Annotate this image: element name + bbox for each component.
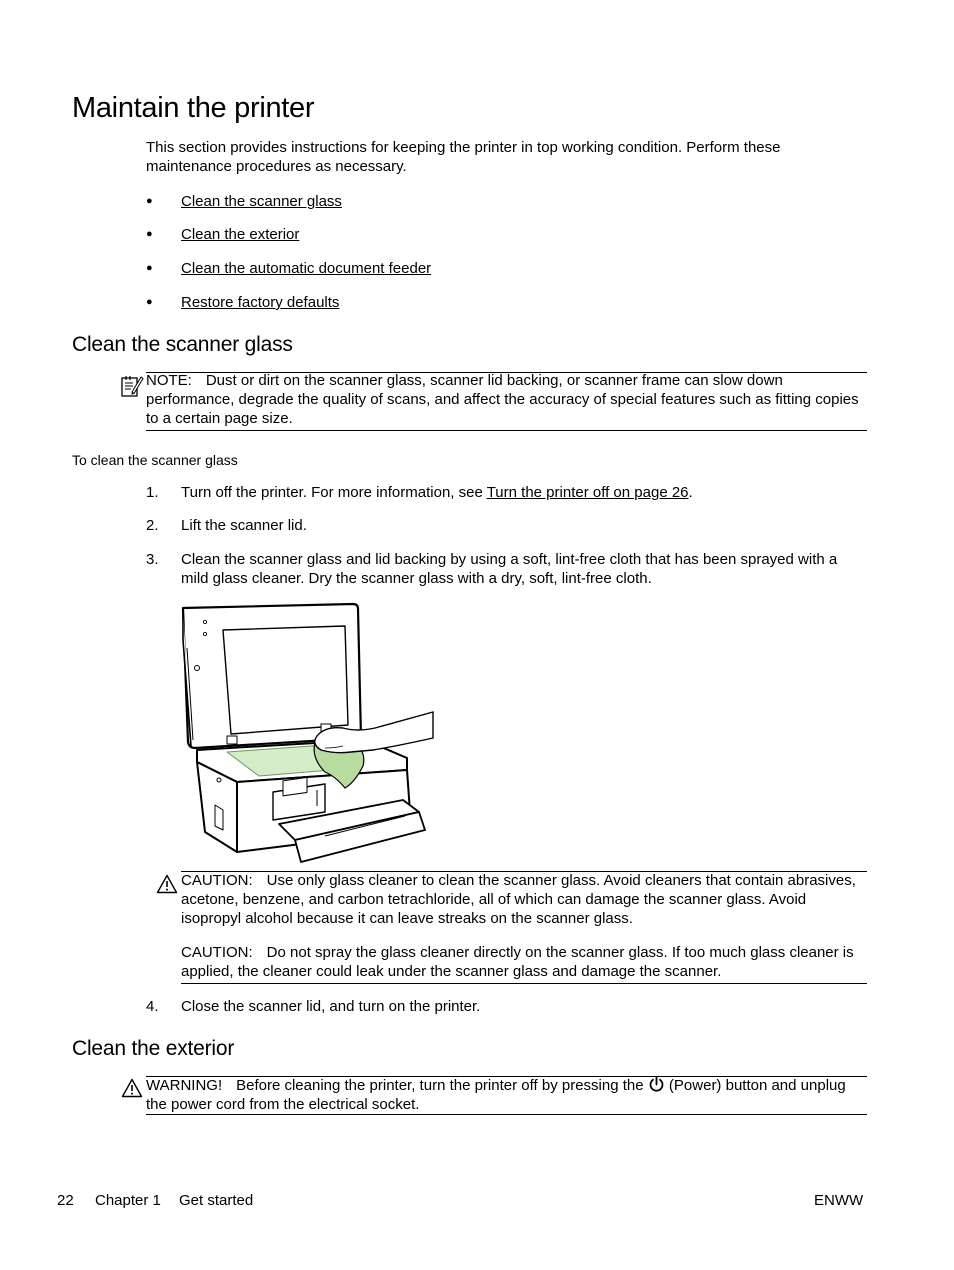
footer-page-number: 22 [57,1192,74,1209]
step-2-text: Lift the scanner lid. [181,517,307,534]
link-restore-defaults[interactable]: Restore factory defaults [181,294,340,311]
step-1-text [181,483,867,502]
bullet-dot: ● [146,296,153,308]
warning-text-after: (Power) button and unplug the power cord from the electrical socket. [146,1077,846,1113]
caution-triangle-icon [156,874,178,894]
step-number: 4. [146,998,159,1015]
caution-2-label: CAUTION: [181,944,253,961]
step-3-text: Clean the scanner glass and lid backing by using a soft, lint-free cloth that has been sprayed with a mild glass cleaner. Dry the scanner glass with a dry, soft, lint-free cloth. [181,551,838,587]
power-icon [648,1076,665,1093]
caution-1-label: CAUTION: [181,872,253,889]
procedure-heading: To clean the scanner glass [72,452,238,468]
bullet-dot: ● [146,195,153,207]
caution-1-block [181,871,867,928]
footer-chapter-title: Get started [179,1192,254,1209]
link-clean-exterior[interactable]: Clean the exterior [181,226,300,243]
warning-bottom-rule [146,1114,867,1115]
link-clean-adf[interactable]: Clean the automatic document feeder [181,260,432,277]
step-1-text-after: . [688,484,693,501]
page-title: Maintain the printer [72,92,315,124]
note-bottom-rule [146,430,867,431]
step-number: 1. [146,484,159,501]
step-number: 2. [146,517,159,534]
note-text-block [146,371,867,428]
warning-block [146,1076,867,1114]
note-icon [120,374,144,398]
link-clean-scanner-glass[interactable]: Clean the scanner glass [181,193,342,210]
intro-paragraph: This section provides instructions for keeping the printer in top working condition. Perform these maintenance procedures as necessary. [146,139,781,175]
section-heading-scanner-glass: Clean the scanner glass [72,333,293,356]
footer-right-label: ENWW [814,1192,864,1209]
section-heading-exterior: Clean the exterior [72,1037,235,1060]
warning-text-before: Before cleaning the printer, turn the printer off by pressing the [236,1077,644,1094]
link-turn-printer-off[interactable]: Turn the printer off on page 26 [486,484,689,501]
step-1-text-before: Turn off the printer. For more information, see [181,484,487,501]
bullet-dot: ● [146,228,153,240]
bullet-dot: ● [146,262,153,274]
step-4-text: Close the scanner lid, and turn on the printer. [181,998,481,1015]
caution-2-text: Do not spray the glass cleaner directly on the scanner glass. If too much glass cleaner is applied, the cleaner could leak under the scanner glass and damage the scanner. [181,944,854,980]
note-text: Dust or dirt on the scanner glass, scanner lid backing, or scanner frame can slow down performance, degrade the quality of scans, and affect the accuracy of special features such as fitting copies to a certain page size. [146,372,859,427]
warning-triangle-icon [121,1078,143,1098]
caution-bottom-rule [181,983,867,984]
printer-cleaning-illustration [175,600,435,868]
footer-chapter: Chapter 1 [95,1192,161,1209]
warning-label: WARNING! [146,1077,223,1094]
step-number: 3. [146,551,159,568]
note-label: NOTE: [146,372,192,389]
caution-1-text: Use only glass cleaner to clean the scanner glass. Avoid cleaners that contain abrasives, acetone, benzene, and carbon tetrachloride, all of which can damage the scanner glass. Avoid isopropyl alcohol because it can leave streaks on the scanner glass. [181,872,856,927]
caution-2-block [181,943,867,981]
